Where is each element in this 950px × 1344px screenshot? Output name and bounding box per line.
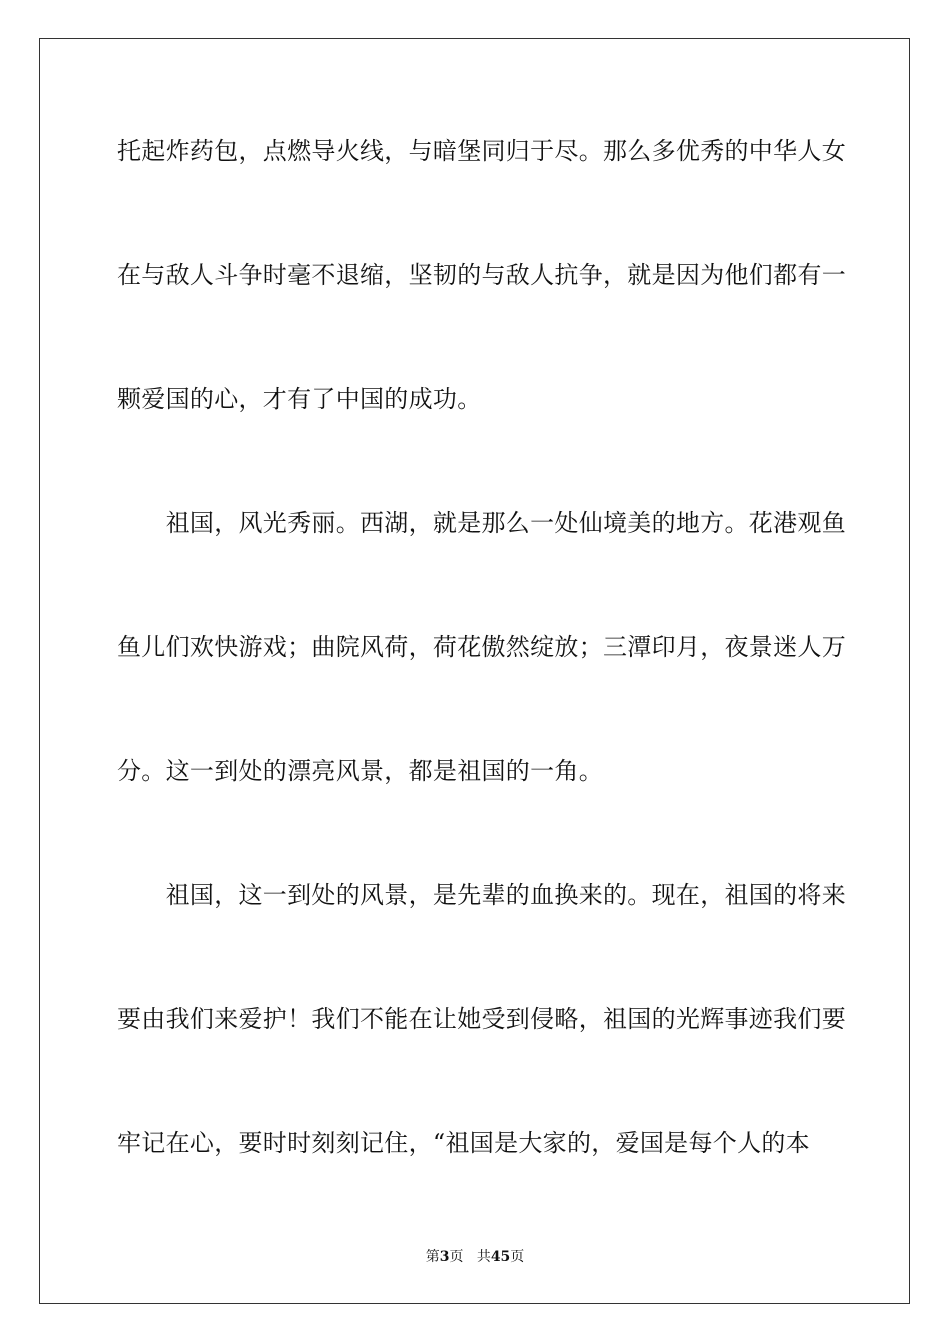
total-prefix: 共 bbox=[476, 1249, 491, 1265]
page-prefix: 第 bbox=[425, 1249, 440, 1265]
page-border bbox=[39, 38, 910, 1304]
total-suffix: 页 bbox=[510, 1249, 525, 1265]
text-line: 要由我们来爱护！我们不能在让她受到侵略，祖国的光辉事迹我们要 bbox=[117, 1005, 846, 1033]
page-suffix: 页 bbox=[449, 1249, 464, 1265]
text-line: 在与敌人斗争时毫不退缩，坚韧的与敌人抗争，就是因为他们都有一 bbox=[117, 261, 846, 289]
text-line: 祖国，这一到处的风景，是先辈的血换来的。现在，祖国的将来 bbox=[117, 881, 846, 909]
page-footer bbox=[0, 1248, 950, 1266]
text-line: 分。这一到处的漂亮风景，都是祖国的一角。 bbox=[117, 757, 603, 785]
text-line: 鱼儿们欢快游戏；曲院风荷，荷花傲然绽放；三潭印月，夜景迷人万 bbox=[117, 633, 846, 661]
text-line: 托起炸药包，点燃导火线，与暗堡同归于尽。那么多优秀的中华人女 bbox=[117, 137, 846, 165]
total-pages: 45 bbox=[490, 1249, 511, 1265]
text-line: 颗爱国的心，才有了中国的成功。 bbox=[117, 385, 482, 413]
text-line: 祖国，风光秀丽。西湖，就是那么一处仙境美的地方。花港观鱼 bbox=[117, 509, 846, 537]
text-line: 牢记在心，要时时刻刻记住，“祖国是大家的，爱国是每个人的本 bbox=[117, 1129, 810, 1157]
page-number: 3 bbox=[439, 1249, 450, 1265]
